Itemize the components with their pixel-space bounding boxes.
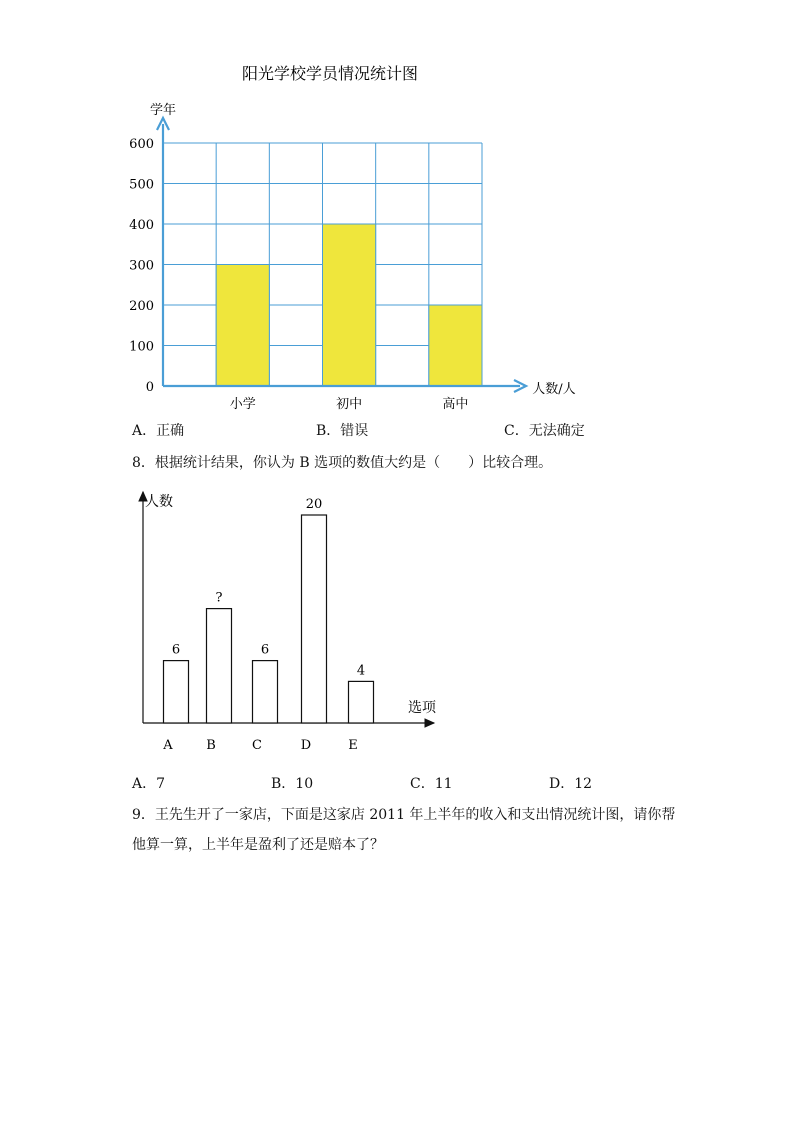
q8-option-d: D．12 xyxy=(549,776,593,792)
y-tick-label: 200 xyxy=(129,299,154,314)
option-a: A．正确 xyxy=(132,423,185,439)
data-label: 4 xyxy=(356,663,366,679)
y-tick-label: 600 xyxy=(129,137,154,152)
data-label: 20 xyxy=(305,497,323,512)
bar-高中 xyxy=(429,305,482,386)
student-statistics-chart xyxy=(0,0,794,420)
q8-option-b: B．10 xyxy=(271,776,314,792)
x-tick-label: 小学 xyxy=(229,397,256,412)
x-tick-label: B xyxy=(206,738,216,753)
question-9-line-1: 9．王先生开了一家店，下面是这家店 2011 年上半年的收入和支出情况统计图，请你帮 xyxy=(132,807,676,823)
x-tick-labels xyxy=(162,738,357,753)
bar-初中 xyxy=(323,224,376,386)
data-label: ? xyxy=(215,590,223,606)
y-tick-label: 500 xyxy=(129,177,154,193)
x-tick-label: 高中 xyxy=(442,397,469,412)
option-count-chart xyxy=(0,480,794,770)
bar-B xyxy=(207,609,232,723)
data-label: 6 xyxy=(260,642,270,658)
y-tick-label: 400 xyxy=(129,218,154,233)
x-tick-labels xyxy=(230,396,469,412)
y-tick-label: 0 xyxy=(145,380,154,395)
question-9-line-2: 他算一算，上半年是盈利了还是赔本了？ xyxy=(132,837,384,853)
x-tick-label: A xyxy=(163,738,173,753)
y-tick-label: 100 xyxy=(129,339,154,355)
chart-title: 阳光学校学员情况统计图 xyxy=(241,64,419,83)
y-axis-label: 人数 xyxy=(145,494,173,510)
bar-D xyxy=(302,515,327,723)
chart-bars xyxy=(216,224,482,386)
chart-bars xyxy=(164,515,374,723)
x-axis-label: 人数/人 xyxy=(532,382,576,397)
x-tick-label: C xyxy=(252,738,262,753)
x-axis-label: 选项 xyxy=(408,700,436,716)
q8-option-c: C．11 xyxy=(410,776,453,792)
bar-E xyxy=(349,681,374,723)
option-b: B．错误 xyxy=(316,423,369,439)
data-label: 6 xyxy=(171,642,181,658)
x-tick-label: E xyxy=(348,738,358,753)
q8-option-a: A．7 xyxy=(132,776,166,792)
bar-C xyxy=(253,661,278,723)
data-labels xyxy=(172,497,365,678)
y-tick-labels xyxy=(129,137,154,395)
y-tick-label: 300 xyxy=(129,258,154,274)
x-tick-label: D xyxy=(300,738,312,753)
x-tick-label: 初中 xyxy=(336,397,363,412)
y-axis-label: 学年 xyxy=(149,103,177,118)
option-c: C．无法确定 xyxy=(504,423,585,439)
bar-小学 xyxy=(216,265,269,387)
bar-A xyxy=(164,661,189,723)
question-8-text: 8．根据统计结果，你认为 B 选项的数值大约是（ ）比较合理。 xyxy=(132,455,553,471)
